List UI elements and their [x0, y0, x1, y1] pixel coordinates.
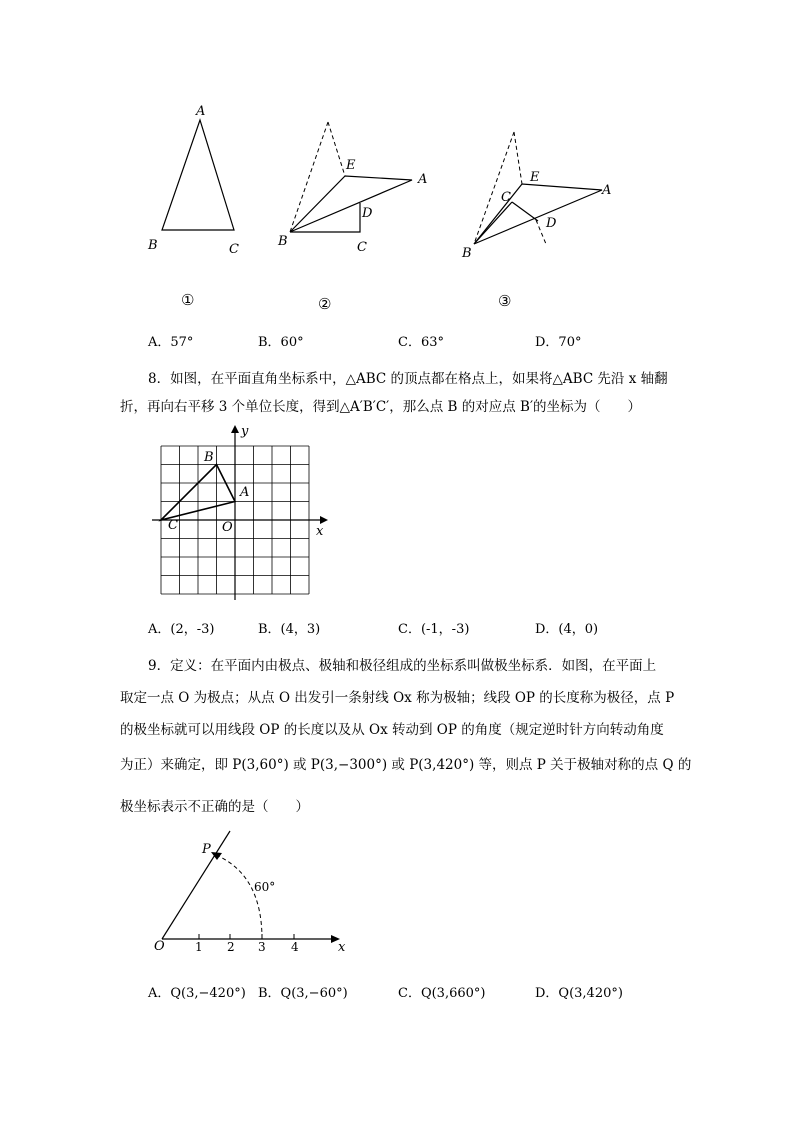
- q9-label-o: O: [154, 939, 165, 954]
- q7-option-a: A．57°: [148, 335, 194, 350]
- fig2-label-d: D: [362, 206, 373, 221]
- q8-label-o: O: [222, 520, 233, 535]
- q9-option-a: A．Q(3,−420°): [148, 986, 246, 1001]
- fig1-label-a: A: [196, 104, 206, 119]
- q8-axis-y-label: y: [241, 424, 249, 439]
- fig1-number: ①: [181, 291, 195, 309]
- q9-text-line3: 的极坐标就可以用线段 OP 的长度以及从 Ox 转动到 OP 的角度（规定逆时针方向转动角度: [120, 722, 664, 738]
- figure-3-twice-folded-triangle: [460, 120, 620, 260]
- q9-tick-1: 1: [195, 940, 203, 954]
- q8-label-a: A: [240, 485, 250, 500]
- fig3-label-e: E: [530, 170, 540, 185]
- q9-text-line4: 为正）来确定，即 P(3,60°) 或 P(3,−300°) 或 P(3,420°) 等，则点 P 关于极轴对称的点 Q 的: [120, 757, 692, 773]
- figure-1-triangle: [140, 100, 260, 270]
- q7-option-d: D．70°: [535, 335, 582, 350]
- fig3-label-d: D: [546, 216, 557, 231]
- q8-option-a: A．(2，-3): [148, 622, 215, 637]
- q9-text-line1: 9．定义：在平面内由极点、极轴和极径组成的坐标系叫做极坐标系．如图，在平面上: [148, 658, 657, 674]
- fig2-number: ②: [318, 295, 332, 313]
- fig3-label-a: A: [602, 183, 612, 198]
- q9-tick-4: 4: [291, 940, 299, 954]
- q9-option-d: D．Q(3,420°): [535, 986, 623, 1001]
- fig3-label-c: C: [501, 190, 511, 205]
- q7-option-b: B．60°: [258, 335, 304, 350]
- q9-option-c: C．Q(3,660°): [398, 986, 486, 1001]
- q9-text-line5: 极坐标表示不正确的是（ ）: [120, 799, 309, 815]
- q9-polar-diagram: [150, 825, 350, 955]
- fig2-label-b: B: [278, 234, 288, 249]
- q8-option-d: D．(4，0): [535, 622, 599, 637]
- fig2-label-e: E: [346, 158, 356, 173]
- fig2-label-a: A: [418, 172, 428, 187]
- q7-option-c: C．63°: [398, 335, 444, 350]
- q8-label-c: C: [168, 518, 178, 533]
- fig1-label-c: C: [229, 242, 239, 257]
- fig3-number: ③: [498, 292, 512, 310]
- fig3-label-b: B: [462, 246, 472, 261]
- q9-axis-x-label: x: [338, 940, 346, 955]
- q9-tick-2: 2: [227, 940, 235, 954]
- q8-option-c: C．(-1，-3): [398, 622, 470, 637]
- q8-coordinate-grid: [150, 420, 340, 605]
- q9-angle-label: 60°: [254, 880, 276, 894]
- q9-text-line2: 取定一点 O 为极点；从点 O 出发引一条射线 Ox 称为极轴；线段 OP 的长度称为极径，点 P: [120, 690, 675, 706]
- fig1-label-b: B: [148, 238, 158, 253]
- fig2-label-c: C: [357, 240, 367, 255]
- q8-label-b: B: [204, 450, 214, 465]
- q9-label-p: P: [202, 842, 211, 857]
- q9-option-b: B．Q(3,−60°): [258, 986, 348, 1001]
- q8-text-line2: 折，再向右平移 3 个单位长度，得到△A′B′C′，那么点 B 的对应点 B′的坐标为（ ）: [120, 399, 642, 415]
- q8-option-b: B．(4，3): [258, 622, 321, 637]
- q9-tick-3: 3: [258, 940, 266, 954]
- q8-text-line1: 8．如图，在平面直角坐标系中，△ABC 的顶点都在格点上，如果将△ABC 先沿 x 轴翻: [148, 371, 668, 387]
- figure-2-folded-triangle: [270, 110, 430, 250]
- q8-axis-x-label: x: [316, 524, 324, 539]
